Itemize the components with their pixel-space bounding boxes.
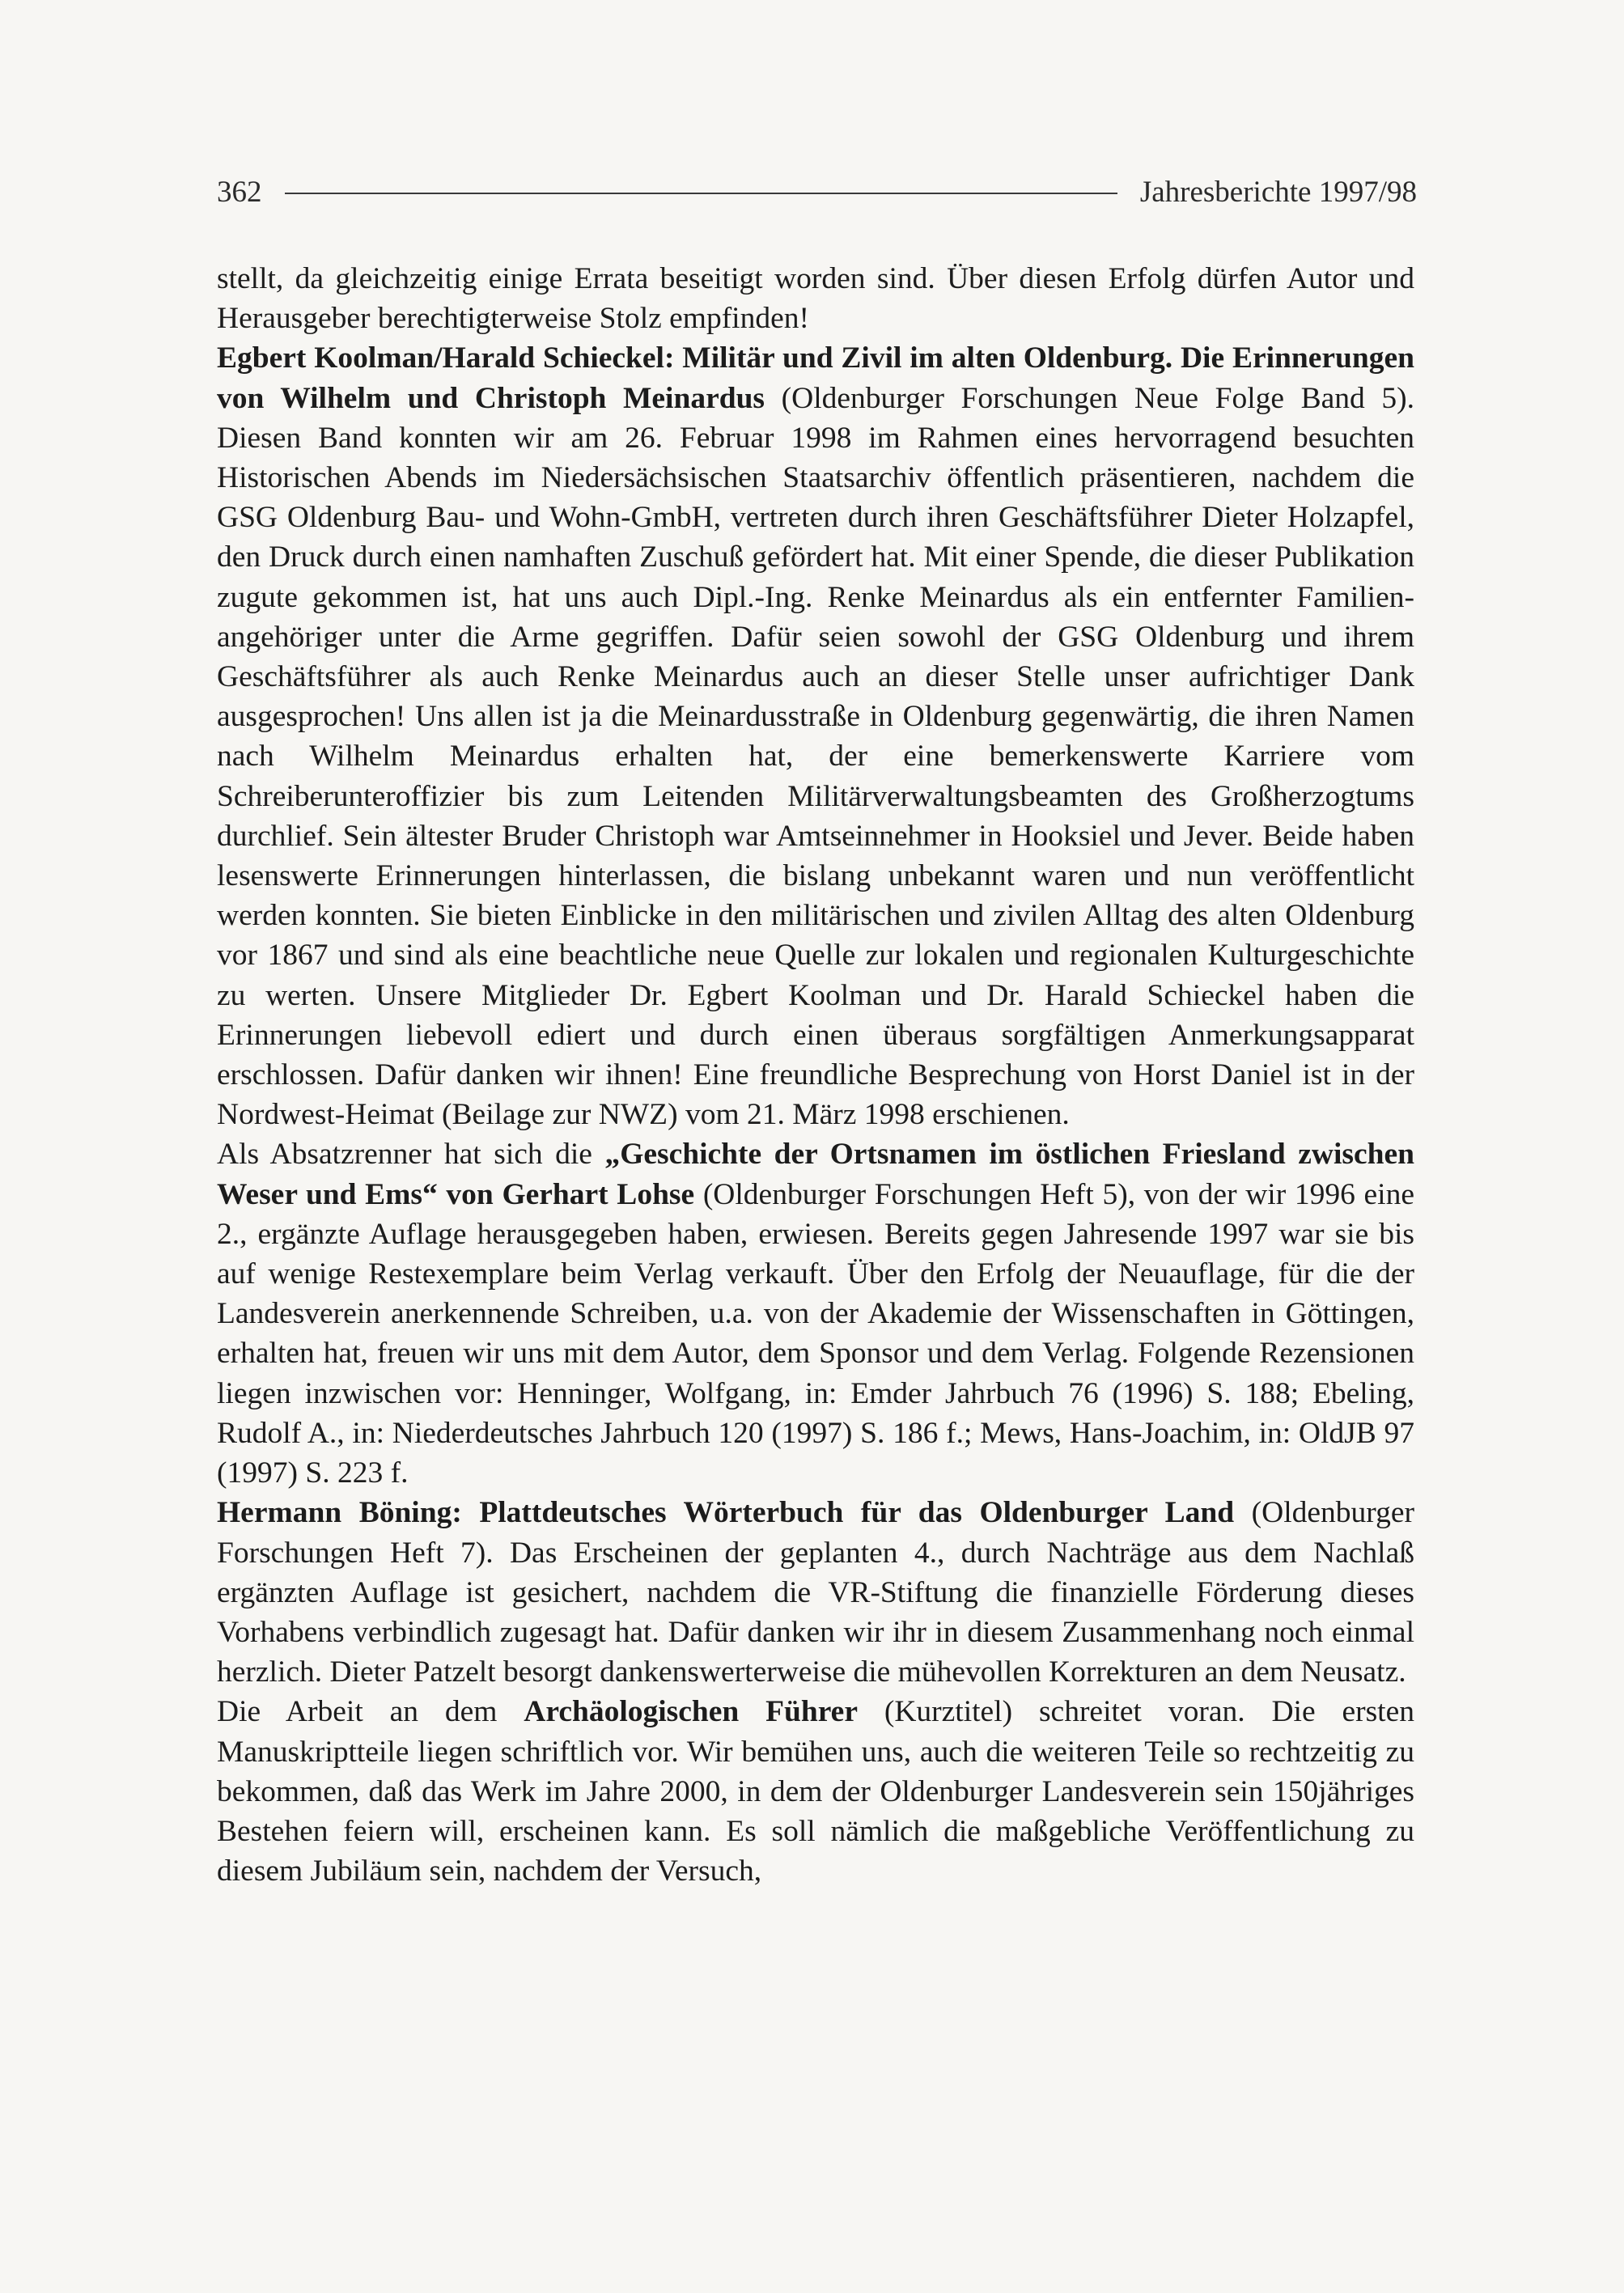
paragraph-woerterbuch — [217, 1493, 1414, 1692]
book-title-archaeologischer-fuehrer: Archäologischen Führer — [524, 1695, 858, 1729]
text-segment: (Oldenburger Forschungen Neue Folge Band 5). Diesen Band konnten wir am 26. Februar 1998 im Rahmen eines hervorragend besuchten Historischen Abends im Niedersächsischen Staatsarchiv öffentlich präsentieren, nachdem die GSG Oldenburg Bau- und Wohn-GmbH, vertreten durch ihren Geschäftsführer Dieter Holzapfel, den Druck durch einen namhaften Zuschuß gefördert hat. Mit einer Spende, die dieser Publikation zugute gekommen ist, hat uns auch Dipl.-Ing. Renke Meinardus als ein entfernter Familienangehöriger unter die Arme gegriffen. Dafür seien sowohl der GSG Oldenburg und ihrem Geschäftsführer als auch Renke Meinardus auch an dieser Stelle unser aufrichtiger Dank ausgesprochen! Uns allen ist ja die Meinardusstraße in Oldenburg gegenwärtig, die ihren Namen nach Wilhelm Meinardus erhalten hat, der eine bemerkenswerte Karriere vom Schreiberunteroffizier bis zum Leitenden Militärverwaltungsbeamten des Großherzogtums durchlief. Sein ältester Bruder Christoph war Amtseinnehmer in Hooksiel und Jever. Beide haben lesenswerte Erinnerungen hinterlassen, die bislang unbekannt waren und nun veröffentlicht werden konnten. Sie bieten Einblicke in den militärischen und zivilen Alltag des alten Oldenburg vor 1867 und sind als eine beachtliche neue Quelle zur lokalen und regionalen Kulturgeschichte zu werten. Unsere Mitglieder Dr. Egbert Koolman und Dr. Harald Schieckel haben die Erinnerungen liebevoll ediert und durch einen überaus sorgfältigen Anmerkungsapparat erschlossen. Dafür danken wir ihnen! Eine freundliche Besprechung von Horst Daniel ist in der Nordwest-Heimat (Beilage zur NWZ) vom 21. März 1998 erschienen. — [217, 381, 1414, 1132]
text-segment: (Kurztitel) schreitet voran. Die ersten Manuskriptteile liegen schriftlich vor. Wir bemühen uns, auch die weiteren Teile so rechtzeitig zu bekommen, daß das Werk im Jahre 2000, in dem der Oldenburger Landesverein sein 150jähriges Bestehen feiern will, erscheinen kann. Es soll nämlich die maßgebliche Veröffentlichung zu diesem Jubiläum sein, nachdem der Versuch, — [217, 1695, 1414, 1888]
book-title-woerterbuch: Hermann Böning: Plattdeutsches Wörterbuch für das Oldenburger Land — [217, 1496, 1235, 1530]
paragraph-meinardus — [217, 338, 1414, 1134]
header-rule — [285, 193, 1117, 194]
paragraph-errata — [217, 259, 1414, 338]
paragraph-ortsnamen — [217, 1134, 1414, 1493]
book-title-militaer-und-zivil: Egbert Koolman/Harald Schieckel: Militär und Zivil im alten Oldenburg. Die Erinnerungen von Wilhelm und Christoph Meinardus — [217, 341, 1414, 415]
text-segment: stellt, da gleichzeitig einige Errata beseitigt worden sind. Über diesen Erfolg dürfen Autor und Herausgeber berechtigterweise Stolz empfinden! — [217, 262, 1414, 336]
text-segment: (Oldenburger Forschungen Heft 5), von der wir 1996 eine 2., ergänzte Auflage herausgegeben haben, erwiesen. Bereits gegen Jahresende 1997 war sie bis auf wenige Restexemplare beim Verlag verkauft. Über den Erfolg der Neuauflage, für die der Landesverein anerkennende Schreiben, u.a. von der Akademie der Wissenschaften in Göttingen, erhalten hat, freuen wir uns mit dem Autor, dem Sponsor und dem Verlag. Folgende Rezensionen liegen inzwischen vor: Henninger, Wolfgang, in: Emder Jahrbuch 76 (1996) S. 188; Ebeling, Rudolf A., in: Niederdeutsches Jahrbuch 120 (1997) S. 186 f.; Mews, Hans-Joachim, in: OldJB 97 (1997) S. 223 f. — [217, 1177, 1414, 1490]
book-title-ortsnamen: „Geschichte der Ortsnamen im östlichen Friesland zwischen Weser und Ems“ von Gerhart Lohse — [217, 1138, 1415, 1211]
text-segment: (Oldenburger Forschungen Heft 7). Das Erscheinen der geplanten 4., durch Nachträge aus dem Nachlaß ergänzten Auflage ist gesichert, nachdem die VR-Stiftung die finanzielle Förderung dieses Vorhabens verbindlich zugesagt hat. Dafür danken wir ihr in diesem Zusammenhang noch einmal herzlich. Dieter Patzelt besorgt dankenswerterweise die mühevollen Korrekturen an dem Neusatz. — [217, 1496, 1414, 1689]
paragraph-archaeologischer-fuehrer — [217, 1692, 1414, 1891]
running-title: Jahresberichte 1997/98 — [1139, 175, 1417, 209]
page-header — [217, 170, 1417, 214]
page-number: 362 — [217, 175, 262, 209]
body-text — [217, 259, 1414, 1891]
text-segment: Die Arbeit an dem — [217, 1695, 524, 1729]
text-segment: Als Absatzrenner hat sich die — [217, 1138, 605, 1172]
